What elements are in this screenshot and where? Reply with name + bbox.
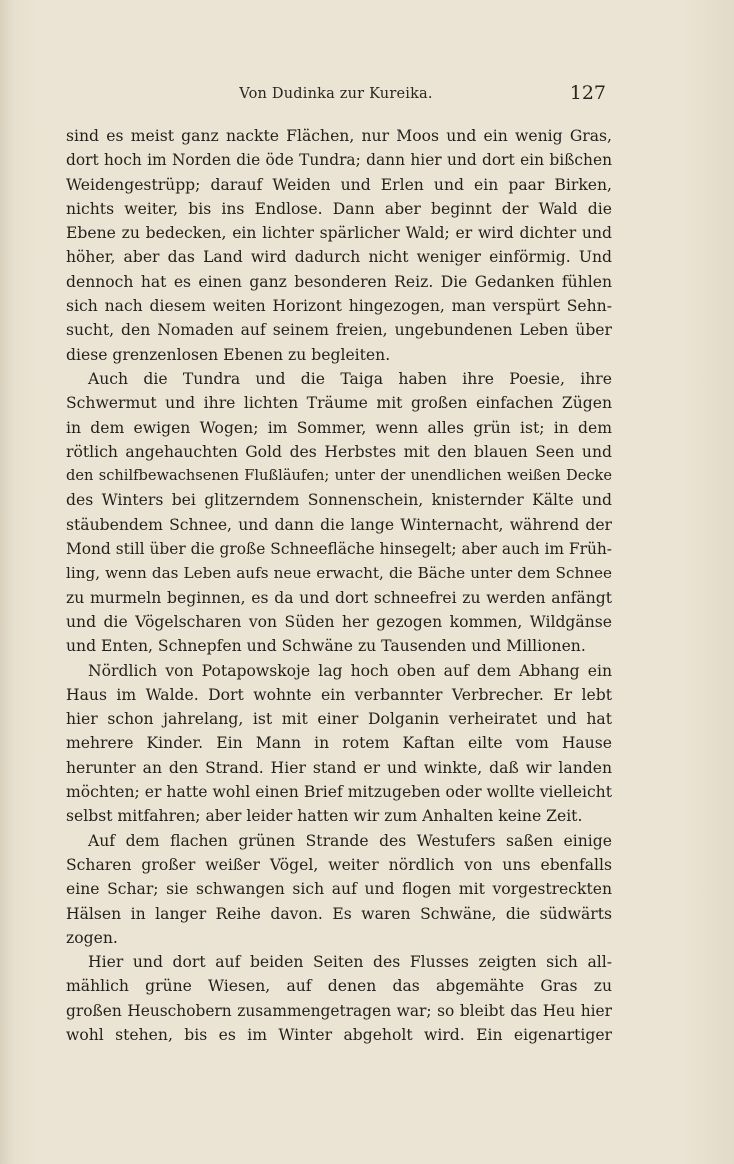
text-line: herunter an den Strand. Hier stand er und winkte, daß wir landen: [66, 758, 612, 777]
text-line: selbst mitfahren; aber leider hatten wir zum Anhalten keine Zeit.: [66, 807, 583, 826]
text-line: rötlich angehauchten Gold des Herbstes mit den blauen Seen und: [66, 442, 612, 461]
text-line: höher, aber das Land wird dadurch nicht weniger einförmig. Und: [66, 248, 612, 267]
text-line: großen Heuschobern zusammengetragen war; so bleibt das Heu hier: [66, 1001, 612, 1020]
text-line: wohl stehen, bis es im Winter abgeholt wird. Ein eigenartiger: [66, 1025, 612, 1044]
text-line: den schilfbewachsenen Flußläufen; unter der unendlichen weißen Decke: [66, 467, 612, 485]
paragraph-first-line: Nördlich von Potapowskoje lag hoch oben auf dem Abhang ein: [88, 661, 612, 680]
text-line: Schwermut und ihre lichten Träume mit großen einfachen Zügen: [66, 394, 612, 413]
text-line: des Winters bei glitzerndem Sonnenschein, knisternder Kälte und: [66, 491, 612, 510]
text-line: Haus im Walde. Dort wohnte ein verbannter Verbrecher. Er lebt: [66, 685, 612, 704]
text-line: nichts weiter, bis ins Endlose. Dann aber beginnt der Wald die: [66, 199, 612, 218]
text-line: Ebene zu bedecken, ein lichter spärlicher Wald; er wird dichter und: [66, 224, 612, 243]
text-line: zu murmeln beginnen, es da und dort schneefrei zu werden anfängt: [66, 588, 612, 607]
page-header: [66, 80, 606, 110]
page-number: 127: [569, 82, 606, 104]
text-line: sich nach diesem weiten Horizont hingezogen, man verspürt Sehn-: [66, 297, 612, 316]
text-line: eine Schar; sie schwangen sich auf und flogen mit vorgestreckten: [66, 880, 612, 899]
paragraph-first-line: Auf dem flachen grünen Strande des Westufers saßen einige: [88, 831, 612, 850]
text-line: Scharen großer weißer Vögel, weiter nördlich von uns ebenfalls: [66, 855, 612, 874]
text-line: Mond still über die große Schneefläche hinsegelt; aber auch im Früh-: [66, 540, 612, 559]
text-line: ling, wenn das Leben aufs neue erwacht, die Bäche unter dem Schnee: [66, 564, 612, 583]
text-line: mählich grüne Wiesen, auf denen das abgemähte Gras zu: [66, 977, 612, 996]
text-line: dennoch hat es einen ganz besonderen Reiz. Die Gedanken fühlen: [66, 272, 612, 291]
body-text: [66, 124, 612, 1047]
text-line: und Enten, Schnepfen und Schwäne zu Tausenden und Millionen.: [66, 637, 586, 656]
text-line: und die Vögelscharen von Süden her gezogen kommen, Wildgänse: [66, 612, 612, 631]
text-line: zogen.: [66, 928, 118, 947]
text-line: mehrere Kinder. Ein Mann in rotem Kaftan eilte vom Hause: [66, 734, 612, 753]
paragraph-first-line: Auch die Tundra und die Taiga haben ihre Poesie, ihre: [88, 369, 612, 388]
text-line: Hälsen in langer Reihe davon. Es waren Schwäne, die südwärts: [66, 904, 612, 923]
running-head: Von Dudinka zur Kureika.: [239, 86, 433, 102]
text-line: diese grenzenlosen Ebenen zu begleiten.: [66, 345, 391, 364]
text-line: stäubendem Schnee, und dann die lange Winternacht, während der: [66, 515, 612, 534]
text-line: sucht, den Nomaden auf seinem freien, ungebundenen Leben über: [66, 321, 612, 340]
text-line: in dem ewigen Wogen; im Sommer, wenn alles grün ist; in dem: [66, 418, 612, 437]
text-line: möchten; er hatte wohl einen Brief mitzugeben oder wollte vielleicht: [66, 783, 612, 802]
paragraph-first-line: Hier und dort auf beiden Seiten des Flusses zeigten sich all-: [88, 953, 612, 972]
text-line: dort hoch im Norden die öde Tundra; dann hier und dort ein bißchen: [66, 151, 612, 170]
text-line: hier schon jahrelang, ist mit einer Dolganin verheiratet und hat: [66, 710, 612, 729]
text-line: sind es meist ganz nackte Flächen, nur Moos und ein wenig Gras,: [66, 127, 612, 145]
text-line: Weidengestrüpp; darauf Weiden und Erlen und ein paar Birken,: [66, 175, 612, 194]
